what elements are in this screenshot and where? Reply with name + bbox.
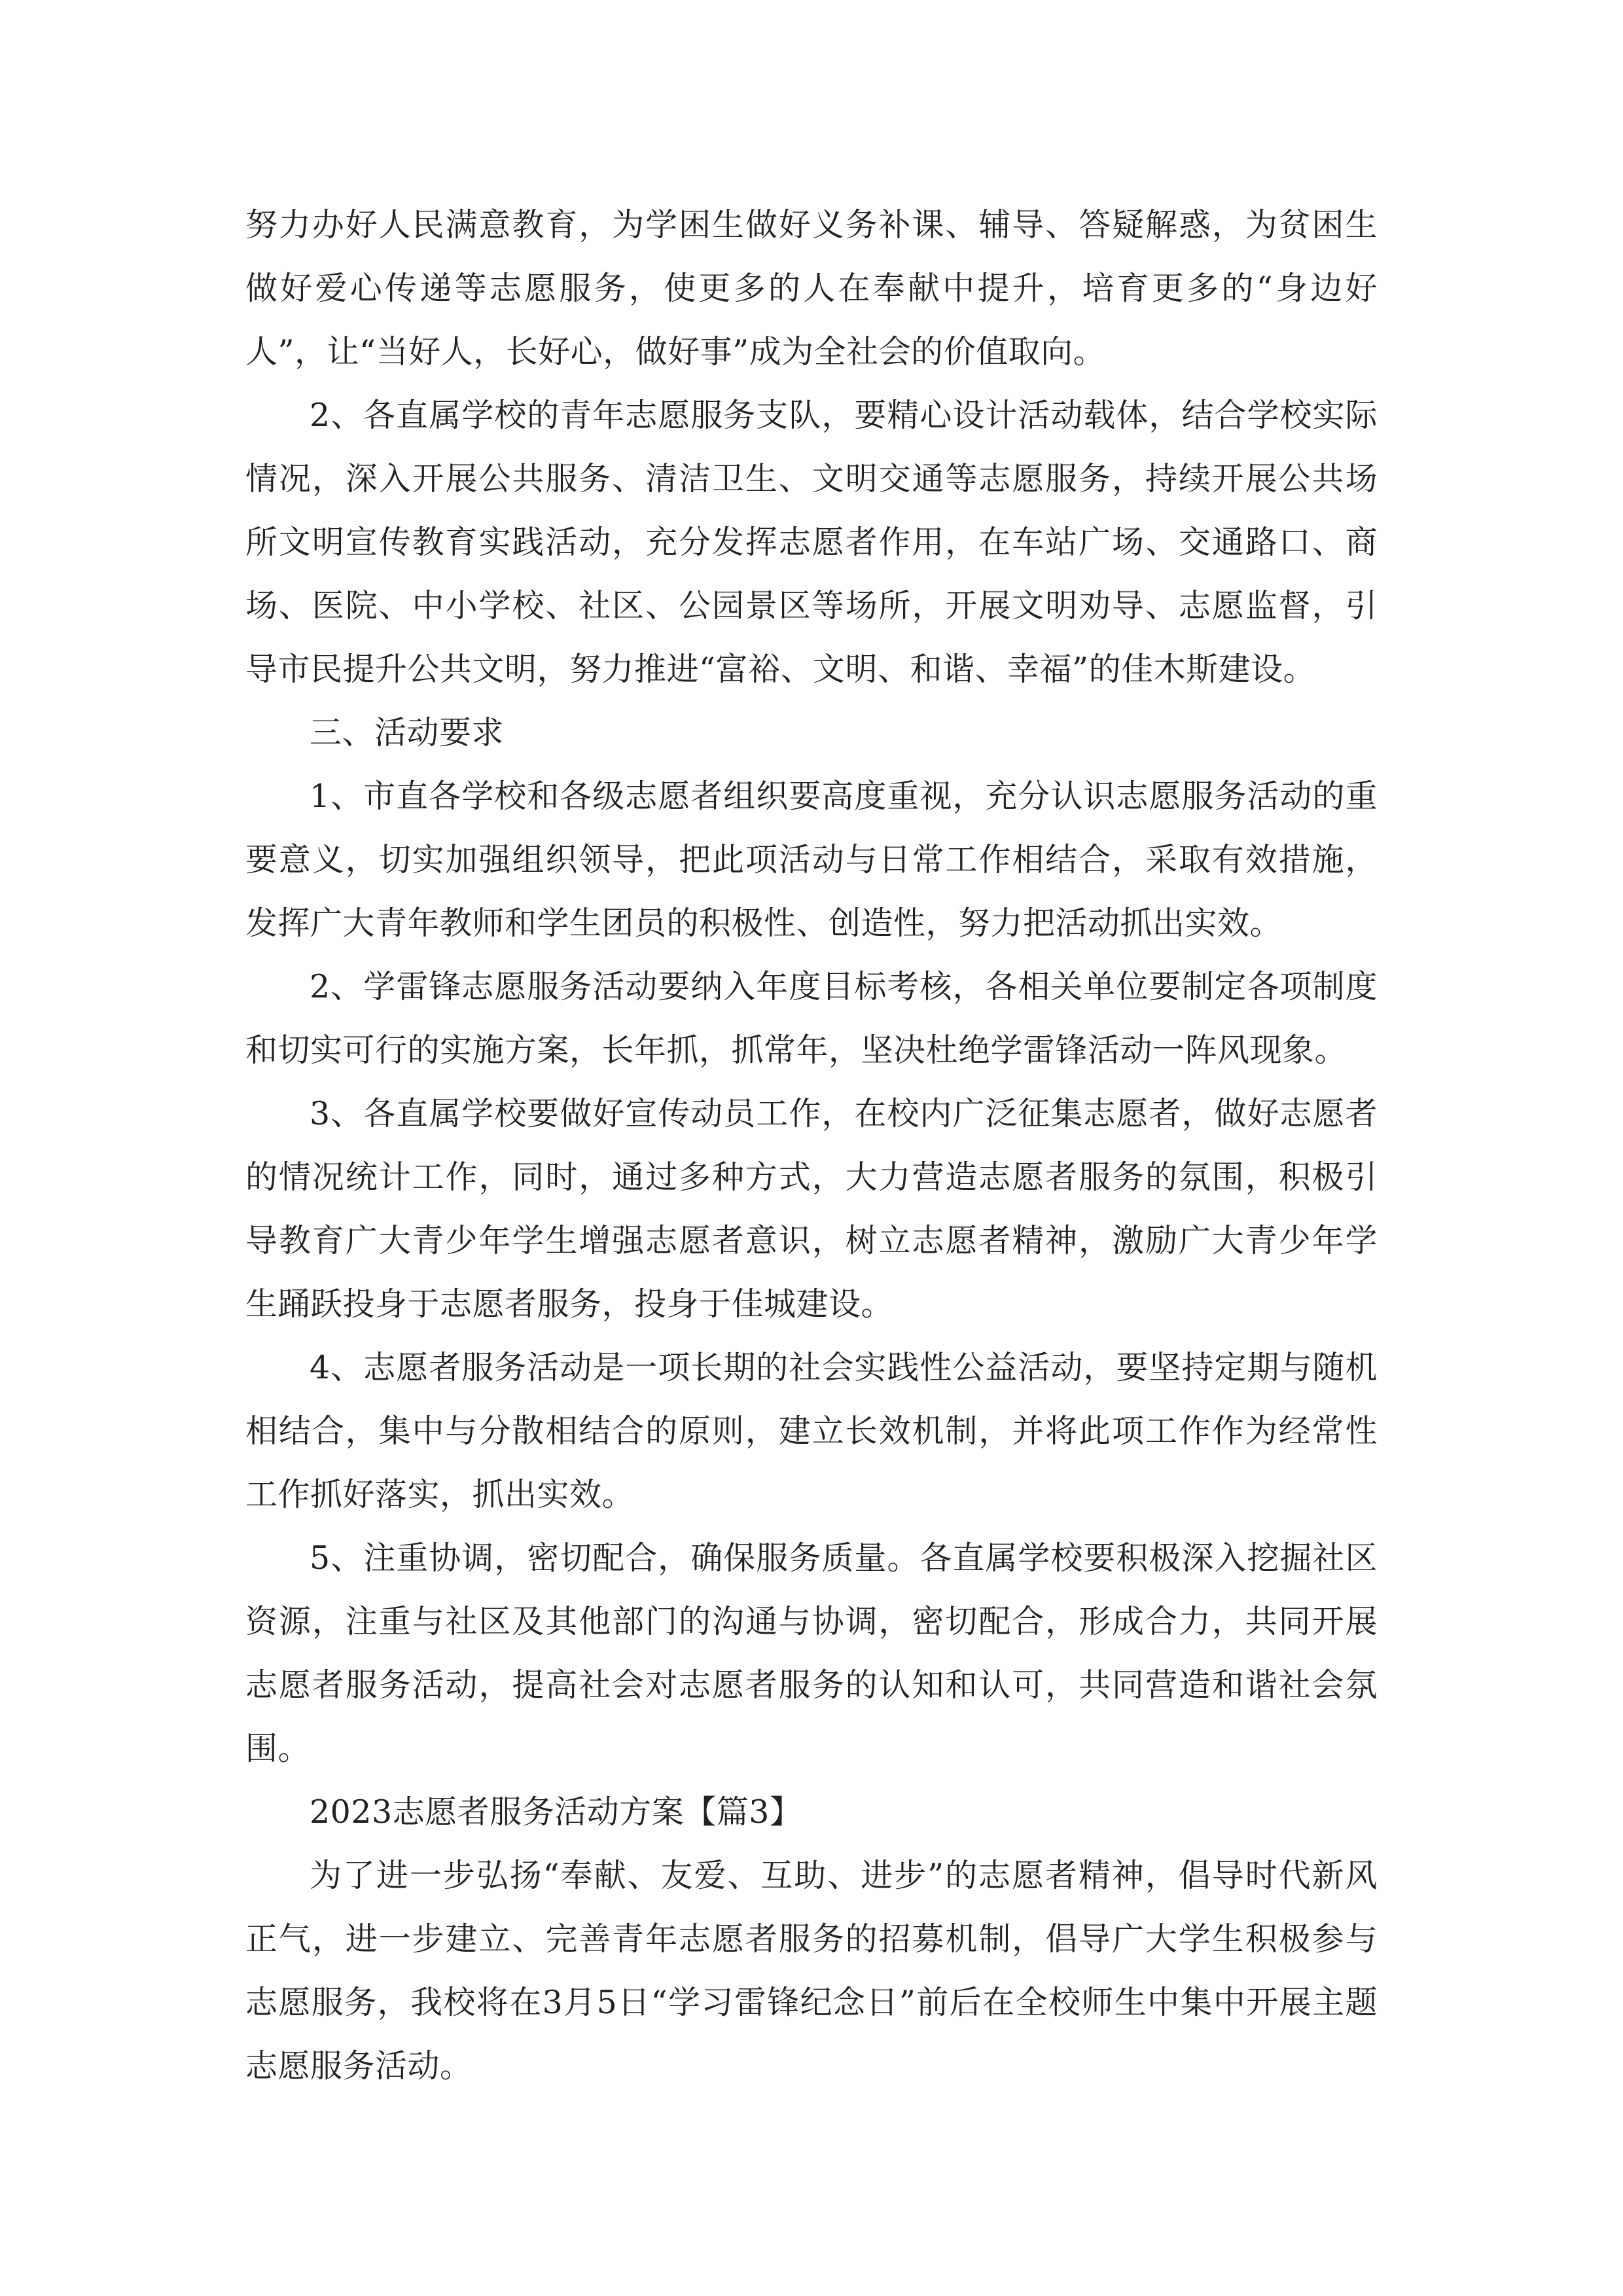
paragraph-requirement-3: 3、各直属学校要做好宣传动员工作，在校内广泛征集志愿者，做好志愿者的情况统计工作，同时，通过多种方式，大力营造志愿者服务的氛围，积极引导教育广大青少年学生增强志愿者意识，树立志愿者精神，激励广大青少年学生踊跃投身于志愿者服务，投身于佳城建设。 [245,1095,1378,1323]
article-title-part-3: 2023志愿者服务活动方案【篇3】 [310,1793,802,1831]
section-heading-requirements: 三、活动要求 [310,714,505,751]
document-body [245,193,1378,2098]
paragraph-requirement-5: 5、注重协调，密切配合，确保服务质量。各直属学校要积极深入挖掘社区资源，注重与社区及其他部门的沟通与协调，密切配合，形成合力，共同开展志愿者服务活动，提高社会对志愿者服务的认知和认可，共同营造和谐社会氛围。 [245,1539,1378,1767]
paragraph-requirement-4: 4、志愿者服务活动是一项长期的社会实践性公益活动，要坚持定期与随机相结合，集中与分散相结合的原则，建立长效机制，并将此项工作作为经常性工作抓好落实，抓出实效。 [245,1349,1378,1513]
paragraph-intro-part-3: 为了进一步弘扬“奉献、友爱、互助、进步”的志愿者精神，倡导时代新风正气，进一步建立、完善青年志愿者服务的招募机制，倡导广大学生积极参与志愿服务，我校将在3月5日“学习雷锋纪念日”前后在全校师生中集中开展主题志愿服务活动。 [245,1857,1378,2085]
paragraph-requirement-2: 2、学雷锋志愿服务活动要纳入年度目标考核，各相关单位要制定各项制度和切实可行的实施方案，长年抓，抓常年，坚决杜绝学雷锋活动一阵风现象。 [245,968,1378,1069]
paragraph-continuation: 努力办好人民满意教育，为学困生做好义务补课、辅导、答疑解惑，为贫困生做好爱心传递等志愿服务，使更多的人在奉献中提升，培育更多的“身边好人”，让“当好人，长好心，做好事”成为全社会的价值取向。 [245,206,1378,370]
paragraph-item-2: 2、各直属学校的青年志愿服务支队，要精心设计活动载体，结合学校实际情况，深入开展公共服务、清洁卫生、文明交通等志愿服务，持续开展公共场所文明宣传教育实践活动，充分发挥志愿者作用，在车站广场、交通路口、商场、医院、中小学校、社区、公园景区等场所，开展文明劝导、志愿监督，引导市民提升公共文明，努力推进“富裕、文明、和谐、幸福”的佳木斯建设。 [245,397,1378,688]
paragraph-requirement-1: 1、市直各学校和各级志愿者组织要高度重视，充分认识志愿服务活动的重要意义，切实加强组织领导，把此项活动与日常工作相结合，采取有效措施，发挥广大青年教师和学生团员的积极性、创造性，努力把活动抓出实效。 [245,778,1378,942]
